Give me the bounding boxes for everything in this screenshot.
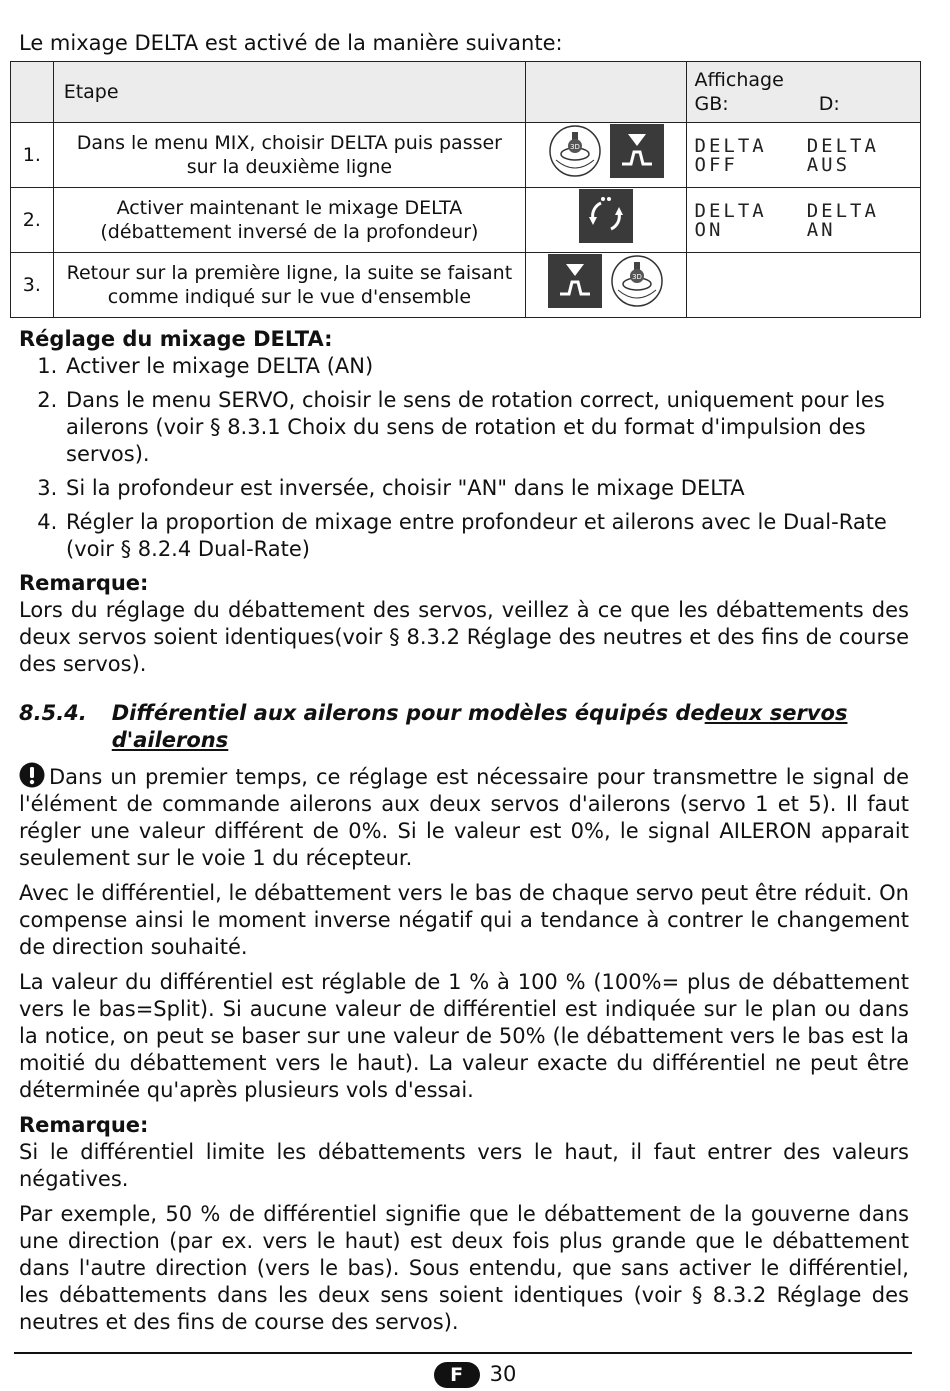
setup-list xyxy=(19,353,909,563)
3d-hotkey-icon xyxy=(548,124,602,178)
table-row xyxy=(11,253,921,318)
section-number: 8.5.4. xyxy=(19,701,87,725)
step-text: Retour sur la première ligne, la suite se faisant comme indiqué sur le vue d'ensemble xyxy=(53,253,525,318)
lcd-d: DELTA AUS xyxy=(806,135,879,176)
lcd-display xyxy=(686,188,920,253)
remark-label: Remarque: xyxy=(19,1113,149,1137)
remark-text: Lors du réglage du débattement des servos, veillez à ce que les débattements des deux servos soient identiques(voir § 8.3.2 Réglage des neutres et des fins de course des servos). xyxy=(19,598,909,676)
delta-steps-table xyxy=(10,61,921,318)
step-keys xyxy=(526,253,686,318)
page-footer xyxy=(0,1362,950,1388)
table-row xyxy=(11,123,921,188)
svg-text:3D: 3D xyxy=(569,143,580,151)
lcd-gb: DELTA ON xyxy=(694,200,767,241)
svg-text:3D: 3D xyxy=(631,273,642,281)
step-number: 3. xyxy=(11,253,54,318)
footer-divider xyxy=(14,1352,912,1354)
setup-heading: Réglage du mixage DELTA: xyxy=(19,327,333,351)
remark-label: Remarque: xyxy=(19,571,149,595)
table-header-row xyxy=(11,62,921,123)
paragraph: Avec le différentiel, le débattement vers le bas de chaque servo peut être réduit. On compense ainsi le moment inverse négatif qui a tendance à contrer le changement de direction souhaité. xyxy=(19,881,909,959)
rotary-encoder-icon xyxy=(579,189,633,243)
page-content xyxy=(19,30,909,1344)
d-label: D: xyxy=(818,93,840,115)
step-keys xyxy=(526,123,686,188)
3d-hotkey-icon xyxy=(610,254,664,308)
step-keys xyxy=(526,188,686,253)
header-step: Etape xyxy=(53,62,525,123)
lcd-d: DELTA AN xyxy=(806,200,879,241)
paragraph xyxy=(19,762,909,872)
remark-text: Si le différentiel limite les débattements vers le haut, il faut entrer des valeurs négatives. xyxy=(19,1140,909,1191)
paragraph: La valeur du différentiel est réglable de 1 % à 100 % (100%= plus de débattement vers le bas=Split). Si aucune valeur de différentiel est indiquée sur le plan ou dans la notice, on peut se baser sur une valeur de 50% (le débattement vers le bas est la moitié du débattement vers le haut). La valeur exacte du différentiel ne peut être déterminée qu'après plusieurs vols d'essai. xyxy=(19,970,909,1102)
list-item: 3. Si la profondeur est inversée, choisir "AN" dans le mixage DELTA xyxy=(64,475,909,502)
exclamation-icon xyxy=(19,762,45,788)
table-row xyxy=(11,188,921,253)
language-badge: F xyxy=(434,1362,480,1388)
paragraph: Par exemple, 50 % de différentiel signifie que le débattement de la gouverne dans une direction (par ex. vers le haut) est deux fois plus grande que le débattement dans l'autre direction (vers le bas). Sous entendu, que sans activer le différentiel, les débattements dans les deux sens soient identiques (voir § 8.3.2 Réglage des neutres et des fins de course des servos). xyxy=(19,1202,909,1334)
header-keys-cell xyxy=(526,62,686,123)
down-arrow-key-icon xyxy=(610,124,664,178)
display-label: Affichage xyxy=(694,69,784,91)
section-title: Différentiel aux ailerons pour modèles équipés de xyxy=(111,701,705,725)
section-title-underlined: deux servos d'ailerons xyxy=(111,701,848,752)
paragraph-text: Dans un premier temps, ce réglage est nécessaire pour transmettre le signal de l'élément de commande ailerons aux deux servos d'ailerons (servo 1 et 5). Il faut régler une valeur différent de 0%. Si le valeur est 0%, le signal AILERON apparait seulement sur le voie 1 du récepteur. xyxy=(19,765,909,870)
page-number: 30 xyxy=(489,1362,517,1386)
intro-text: Le mixage DELTA est activé de la manière suivante: xyxy=(19,31,563,55)
list-item: 4. Régler la proportion de mixage entre profondeur et ailerons avec le Dual-Rate (voir § 8.2.4 Dual-Rate) xyxy=(64,509,909,563)
section-heading xyxy=(19,700,909,754)
lcd-display xyxy=(686,123,920,188)
header-display xyxy=(686,62,920,123)
gb-label: GB: xyxy=(694,93,729,115)
lcd-display-empty xyxy=(686,253,920,318)
step-text: Activer maintenant le mixage DELTA (débattement inversé de la profondeur) xyxy=(53,188,525,253)
list-item: 2. Dans le menu SERVO, choisir le sens de rotation correct, uniquement pour les ailerons (voir § 8.3.1 Choix du sens de rotation et du format d'impulsion des servos). xyxy=(64,387,909,468)
down-arrow-key-icon xyxy=(548,254,602,308)
step-number: 2. xyxy=(11,188,54,253)
lcd-gb: DELTA OFF xyxy=(694,135,767,176)
step-number: 1. xyxy=(11,123,54,188)
header-num-cell xyxy=(11,62,54,123)
step-text: Dans le menu MIX, choisir DELTA puis passer sur la deuxième ligne xyxy=(53,123,525,188)
list-item: 1. Activer le mixage DELTA (AN) xyxy=(64,353,909,380)
